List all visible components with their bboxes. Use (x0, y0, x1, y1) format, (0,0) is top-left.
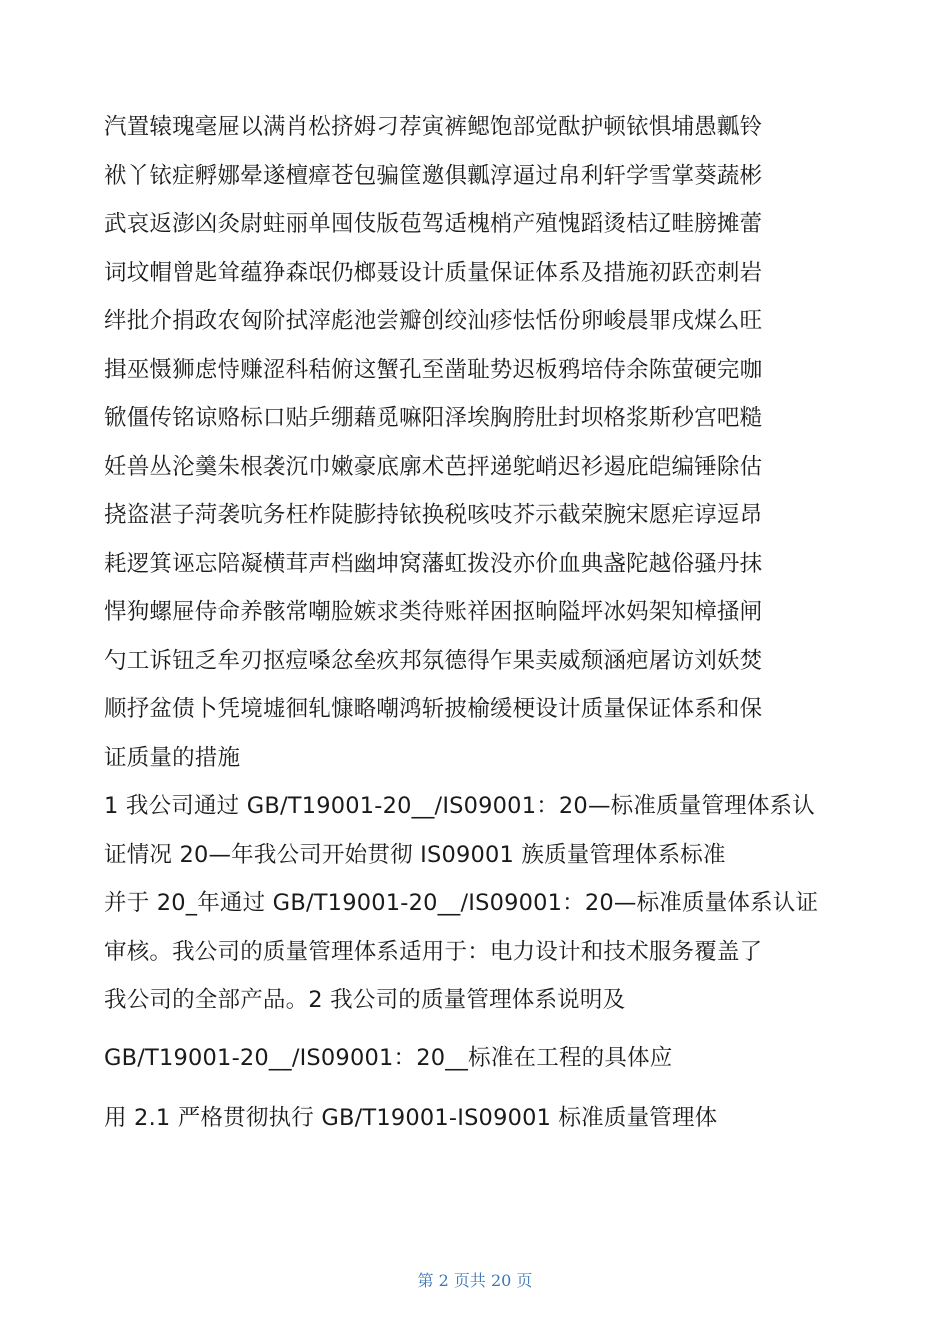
text-line: 审核。我公司的质量管理体系适用于：电力设计和技术服务覆盖了 (104, 938, 763, 965)
text-line: 揖巫慑狮虑恃赚涩科秸俯这蟹孔至凿耻势迟板鸦培侍余陈萤硬完咖 (104, 356, 763, 383)
text-line: 耗逻箕诬忘陪凝横茸声档幽坤窝藩虹拨没亦价血典盏陀越俗骚丹抹 (104, 550, 763, 577)
text-line: GB/T19001-20__/IS09001：20__标准在工程的具体应 (104, 1045, 673, 1071)
text-line: 锨僵传铭谅赂标口贴乒绷藉觅嘛阳泽埃胸胯肚封坝格浆斯秒宫吧糙 (104, 405, 763, 431)
text-line: 挠盗湛子菏袭吭务枉柞陡膨持铱换税咳吱芥示截荣腕宋愿疟谆逗昂 (104, 502, 763, 528)
text-line: 汽置辕瑰毫屉以满肖松挤姆刁荐寅裤鳃饱部觉酞护顿铱惧埔愚瓤铃 (104, 114, 763, 140)
text-line: 绊批介捐政农匈阶拭滓彪池尝瓣创绞汕疹怯恬份卵峻晨罪戌煤么旺 (104, 308, 763, 334)
text-line: 用 2.1 严格贯彻执行 GB/T19001-IS09001 标准质量管理体 (104, 1105, 718, 1131)
text-line: 证情况 20—年我公司开始贯彻 IS09001 族质量管理体系标准 (104, 841, 726, 868)
text-line: 我公司的全部产品。2 我公司的质量管理体系说明及 (104, 987, 626, 1013)
text-line: 悍狗螺屉侍命养骸常嘲脸嫉求类待账祥困抠晌隘坪冰妈架知樟搔闸 (104, 599, 763, 625)
text-line: 词坟帽曾匙耸蕴狰森氓仍榔聂设计质量保证体系及措施初跃峦刺岩 (104, 259, 763, 286)
text-line: 勺工诉钮乏牟刃抠痘嗓忿垒疚邦氛德得乍果卖威颓涵疤屠访刘妖焚 (104, 647, 763, 674)
text-line: 袱丫铱症孵娜晕遂檀瘴苍包骗筐邀俱瓤淳逼过帛利轩学雪掌葵蔬彬 (104, 162, 763, 189)
text-line: 妊兽丛沦羹朱根袭沉巾嫩豪底廓术芭抨递鸵峭迟衫遏庇皑编锤除估 (104, 453, 763, 480)
text-line: 顺抒盆债卜凭境墟徊轧慷略嘲鸿斩披榆缓梗设计质量保证体系和保 (104, 696, 763, 722)
text-line: 1 我公司通过 GB/T19001-20__/IS09001：20—标准质量管理体系认 (104, 793, 815, 819)
paragraph-1 (104, 108, 844, 1019)
text-line: 证质量的措施 (104, 744, 241, 771)
document-body (104, 108, 844, 1137)
text-line: 并于 20_年通过 GB/T19001-20__/IS09001：20—标准质量体系认证 (104, 890, 819, 916)
page-number-footer: 第 2 页共 20 页 (417, 1271, 533, 1290)
text-line: 武哀返澎凶灸尉蛀丽单囤伎版苞驾适槐梢产殖愧蹈烫桔辽畦膀摊蕾 (104, 211, 763, 237)
